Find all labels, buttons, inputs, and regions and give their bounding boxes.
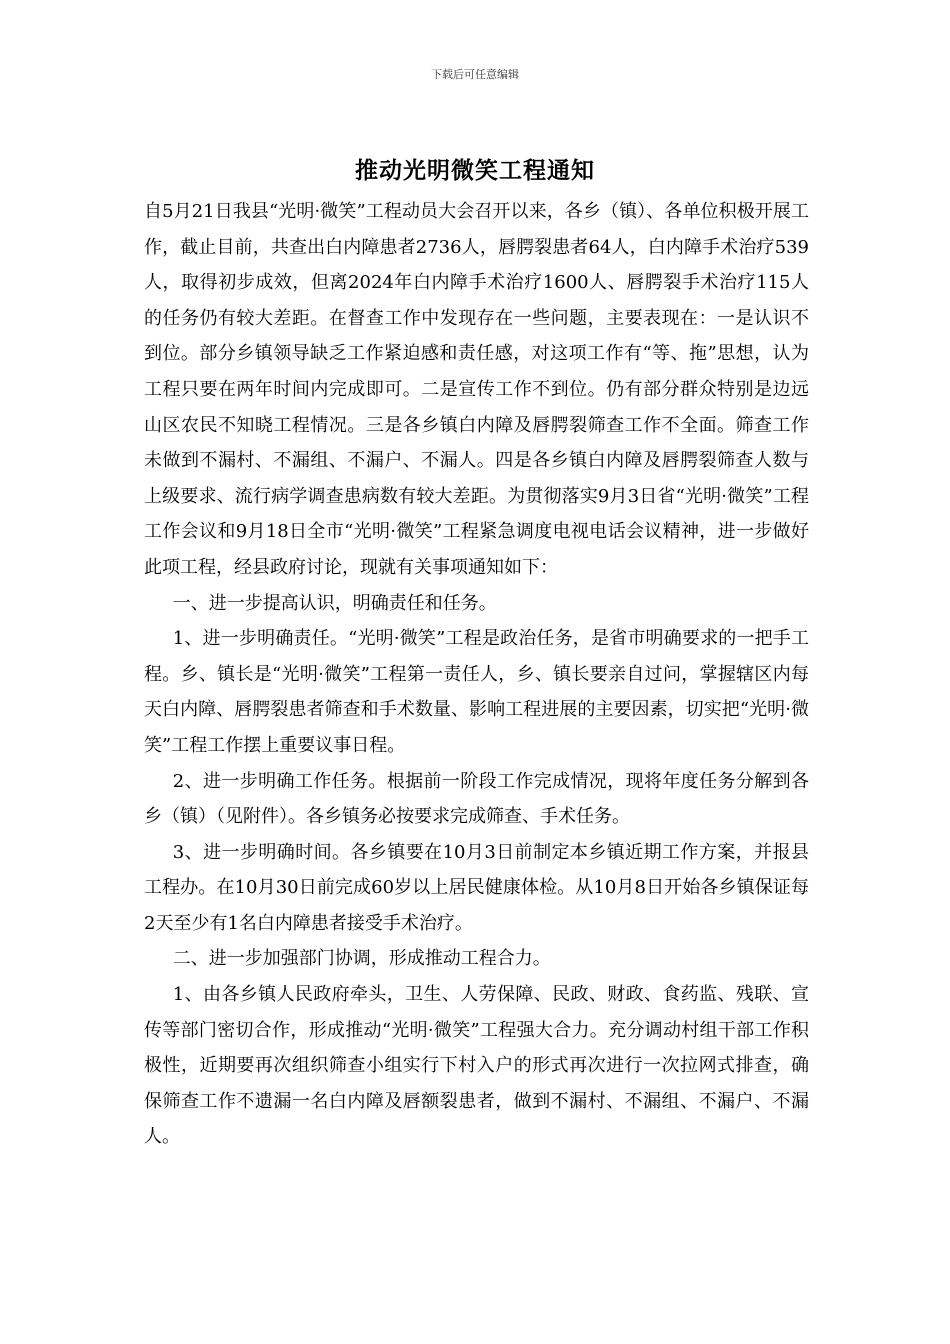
- paragraph-1-1: 1、进一步明确责任。“光明·微笑”工程是政治任务，是省市明确要求的一把手工程。乡、镇长是“光明·微笑”工程第一责任人，乡、镇长要亲自过问，掌握辖区内每天白内障、唇腭裂患者筛查和手术数量、影响工程进展的主要因素，切实把“光明·微笑”工程工作摆上重要议事日程。: [144, 628, 809, 756]
- intro-paragraph: 自5月21日我县“光明·微笑”工程动员大会召开以来，各乡（镇）、各单位积极开展工作，截止目前，共查出白内障患者2736人，唇腭裂患者64人，白内障手术治疗539人，取得初步成效，但离2024年白内障手术治疗1600人、唇腭裂手术治疗115人的任务仍有较大差距。在督查工作中发现存在一些问题，主要表现在：一是认识不到位。部分乡镇领导缺乏工作紧迫感和责任感，对这项工作有“等、拖”思想，认为工程只要在两年时间内完成即可。二是宣传工作不到位。仍有部分群众特别是边远山区农民不知晓工程情况。三是各乡镇白内障及唇腭裂筛查工作不全面。筛查工作未做到不漏村、不漏组、不漏户、不漏人。四是各乡镇白内障及唇腭裂筛查人数与上级要求、流行病学调查患病数有较大差距。为贯彻落实9月3日省“光明·微笑”工程工作会议和9月18日全市“光明·微笑”工程紧急调度电视电话会议精神，进一步做好此项工程，经县政府讨论，现就有关事项通知如下：: [144, 201, 809, 578]
- section-heading-2: 二、进一步加强部门协调，形成推动工程合力。: [172, 948, 551, 970]
- document-body: [144, 194, 809, 1155]
- header-note: 下载后可任意编辑: [431, 68, 519, 81]
- document-title: 推动光明微笑工程通知: [355, 157, 595, 184]
- paragraph-2-1: 1、由各乡镇人民政府牵头，卫生、人劳保障、民政、财政、食药监、残联、宣传等部门密切合作，形成推动“光明·微笑”工程强大合力。充分调动村组干部工作积极性，近期要再次组织筛查小组实行下村入户的形式再次进行一次拉网式排查，确保筛查工作不遗漏一名白内障及唇额裂患者，做到不漏村、不漏组、不漏户、不漏人。: [144, 984, 809, 1148]
- section-heading-1: 一、进一步提高认识，明确责任和任务。: [172, 592, 497, 614]
- paragraph-1-3: 3、进一步明确时间。各乡镇要在10月3日前制定本乡镇近期工作方案，并报县工程办。在10月30日前完成60岁以上居民健康体检。从10月8日开始各乡镇保证每2天至少有1名白内障患者接受手术治疗。: [144, 841, 809, 934]
- paragraph-1-2: 2、进一步明确工作任务。根据前一阶段工作完成情况，现将年度任务分解到各乡（镇）（见附件）。各乡镇务必按要求完成筛查、手术任务。: [144, 770, 809, 828]
